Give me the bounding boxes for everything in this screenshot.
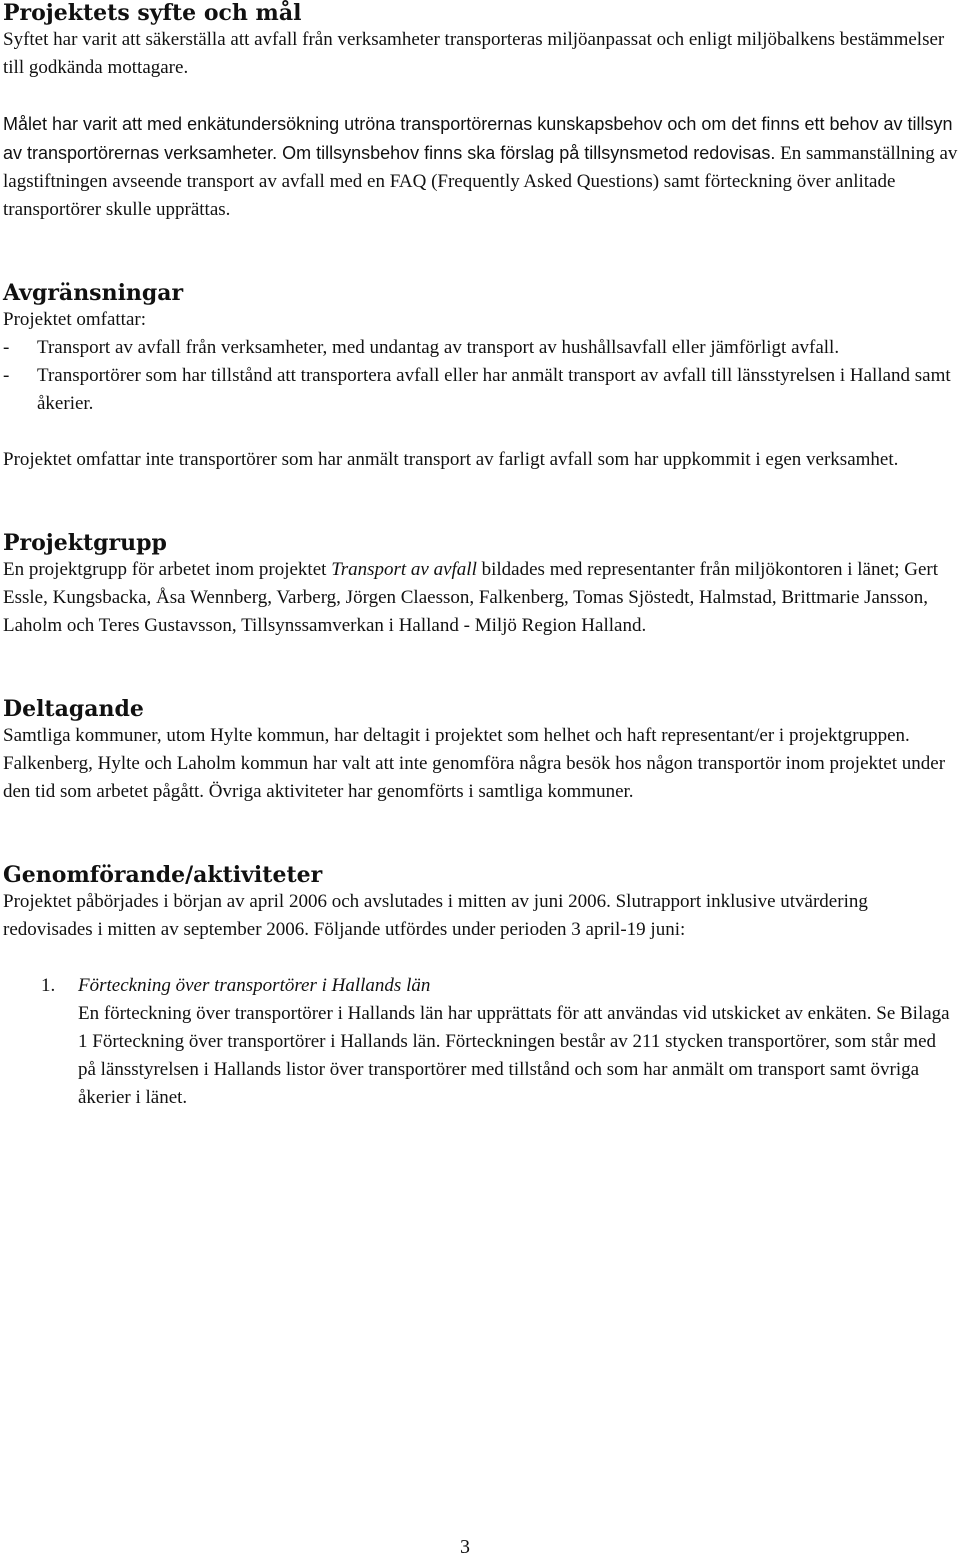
deltagande-paragraph: Samtliga kommuner, utom Hylte kommun, har deltagit i projektet som helhet och haft representant/er i projektgruppen. Falkenberg, Hylte och Laholm kommun har valt att inte genomföra några besök hos någon transportör inom projektet under den tid som arbetet pågått. Övriga aktiviteter har genomförts i samtliga kommuner. — [3, 725, 946, 802]
numbered-item-body — [78, 972, 958, 1112]
syfte-paragraph: Syftet har varit att säkerställa att avfall från verksamheter transporteras miljöanpassat och enligt miljöbalkens bestämmelser till godkända mottagare. — [3, 29, 945, 78]
projektgrupp-text-before: En projektgrupp för arbetet inom projektet — [3, 559, 332, 580]
projektgrupp-paragraph — [3, 556, 958, 640]
section-avgransningar — [3, 280, 958, 474]
section-genomforande — [3, 862, 958, 1112]
list-item — [3, 334, 958, 362]
document-page — [3, 0, 958, 1112]
list-number: 1. — [41, 975, 56, 996]
avgransningar-intro: Projektet omfattar: — [3, 309, 146, 330]
section-syfte — [3, 0, 958, 224]
malet-text-serif: En sammanställning av lagstiftningen avseende transport av avfall med en FAQ (Frequently Asked Questions) samt förteckning över anlitade transportörer skulle upprättas. — [3, 143, 958, 220]
numbered-list-item — [41, 972, 958, 1112]
section-heading-syfte: Projektets syfte och mål — [3, 0, 302, 26]
page-number: 3 — [460, 1536, 470, 1558]
list-item — [3, 362, 958, 418]
project-name: Transport av avfall — [331, 559, 477, 580]
malet-text-sans: Målet har varit att med enkätundersökning utröna transportörernas kunskapsbehov och om det finns ett behov av tillsyn av transportörernas verksamheter. Om tillsynsbehov finns ska förslag på tillsynsmetod redovisas. — [3, 114, 953, 163]
section-heading-deltagande: Deltagande — [3, 696, 144, 722]
list-dash: - — [3, 337, 10, 358]
list-item-text: Transport av avfall från verksamheter, med undantag av transport av hushållsavfall eller jämförligt avfall. — [37, 337, 840, 358]
section-deltagande — [3, 696, 958, 806]
numbered-item-title: Förteckning över transportörer i Hallands län — [78, 975, 431, 996]
projektgrupp-text-after: bildades med representanter från miljökontoren i länet; Gert Essle, Kungsbacka, Åsa Wennberg, Varberg, Jörgen Claesson, Falkenberg, Tomas Sjöstedt, Halmstad, Brittmarie Jansson, Laholm och Teres Gustavsson, Tillsynssamverkan i Halland - Miljö Region Halland. — [3, 559, 938, 636]
list-dash: - — [3, 365, 10, 386]
section-projektgrupp — [3, 530, 958, 640]
avgransningar-outro: Projektet omfattar inte transportörer som har anmält transport av farligt avfall som har uppkommit i egen verksamhet. — [3, 449, 899, 470]
section-heading-genomforande: Genomförande/aktiviteter — [3, 862, 323, 888]
malet-paragraph — [3, 110, 958, 224]
numbered-item-text: En förteckning över transportörer i Hallands län har upprättats för att användas vid utskicket av enkäten. Se Bilaga 1 Förteckning över transportörer i Hallands län. Förteckningen består av 211 stycken transportörer, som står med på länsstyrelsen i Hallands listor över transportörer med tillstånd och som har anmält om transport samt övriga åkerier i länet. — [78, 1003, 950, 1108]
genomforande-paragraph: Projektet påbörjades i början av april 2006 och avslutades i mitten av juni 2006. Slutrapport inklusive utvärdering redovisades i mitten av september 2006. Följande utfördes under perioden 3 april-19 juni: — [3, 891, 868, 940]
section-heading-avgransningar: Avgränsningar — [3, 280, 184, 306]
section-heading-projektgrupp: Projektgrupp — [3, 530, 167, 556]
list-item-text: Transportörer som har tillstånd att transportera avfall eller har anmält transport av avfall till länsstyrelsen i Halland samt åkerier. — [37, 365, 951, 414]
